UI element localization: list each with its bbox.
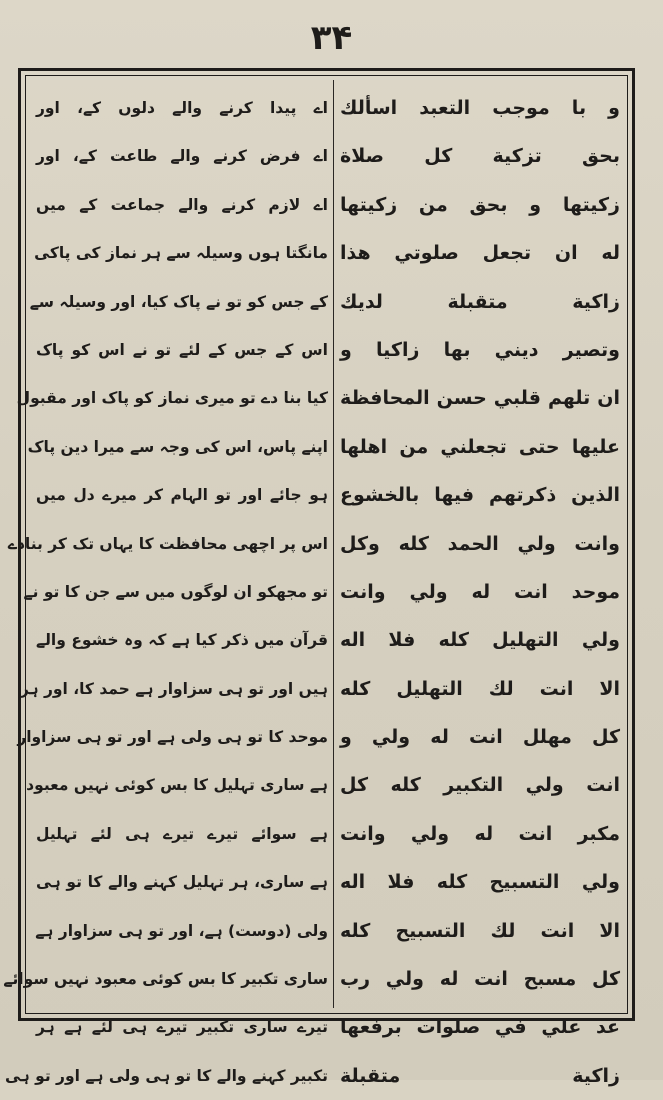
urdu-translation-line: اس پر اچھی محافظت کا یہاں تک کر بنادے xyxy=(7,534,328,553)
urdu-translation-line: کیا بنا دے تو میری نماز کو پاک اور مقبول xyxy=(16,389,328,408)
arabic-text-line: زكيتها و بحق من زكيتها xyxy=(340,193,620,216)
arabic-text-line: و با موجب التعبد اسألك xyxy=(340,97,620,119)
urdu-translation-line: ہیں اور تو ہی سزاوار ہے حمد کا، اور ہر xyxy=(19,679,328,698)
urdu-translation-line: موحد کا تو ہی ولی ہے اور تو ہی سزاوار xyxy=(17,728,328,747)
arabic-text-line: الا انت لك التسبيح كله xyxy=(340,919,620,942)
urdu-translation-line: اس کے جس کے لئے تو نے اس کو پاک xyxy=(36,340,328,359)
arabic-text-line: موحد انت له ولي وانت xyxy=(340,580,620,603)
arabic-text-line: وتصير ديني بها زاكيا و xyxy=(340,338,620,361)
urdu-translation-line: تو مجھکو ان لوگوں میں سے جن کا تو نے xyxy=(23,582,328,601)
arabic-text-line: الذين ذكرتهم فيها بالخشوع xyxy=(340,484,620,507)
arabic-text-line: بحق تزكية كل صلاة xyxy=(340,145,620,168)
arabic-text-line: عد علي في صلوات برفعها xyxy=(340,1016,620,1039)
arabic-text-column xyxy=(340,84,620,1100)
urdu-translation-line: اے لازم کرنے والے جماعت کے میں xyxy=(36,195,328,214)
arabic-text-line: ولي التسبيح كله فلا اله xyxy=(340,871,620,894)
urdu-translation-line: ساری تکبیر کا بس کوئی معبود نہیں سوائے xyxy=(3,970,328,989)
arabic-text-line: عليها حتى تجعلني من اهلها xyxy=(340,435,620,458)
arabic-text-line: كل مسبح انت له ولي رب xyxy=(340,968,620,991)
urdu-translation-line: اے پیدا کرنے والے دلوں کے، اور xyxy=(36,99,328,117)
urdu-translation-line: ولی (دوست) ہے، اور تو ہی سزاوار ہے xyxy=(35,921,328,940)
arabic-text-line: له ان تجعل صلوتي هذا xyxy=(340,242,620,265)
arabic-text-line: مكبر انت له ولي وانت xyxy=(340,822,620,845)
arabic-text-line: زاكية متقبلة لديك xyxy=(340,290,620,313)
urdu-translation-line: اپنے پاس، اس کی وجہ سے میرا دین پاک xyxy=(27,437,328,456)
urdu-translation-line: ہے ساری تہلیل کا بس کوئی نہیں معبود xyxy=(26,776,328,795)
column-divider xyxy=(333,80,334,1008)
arabic-text-line: وانت ولي الحمد كله وكل xyxy=(340,532,620,555)
urdu-translation-line: تیرے ساری تکبیر تیرے ہی لئے ہے ہر xyxy=(36,1018,328,1037)
urdu-translation-line: ہے ساری، ہر تہلیل کہنے والے کا تو ہی xyxy=(36,873,328,892)
arabic-text-line: ان تلهم قلبي حسن المحافظة xyxy=(340,387,620,410)
urdu-translation-line: کے جس کو تو نے پاک کیا، اور وسیلہ سے xyxy=(29,292,328,311)
urdu-translation-line: ہے سوائے تیرے تیرے ہی لئے تہلیل xyxy=(36,824,328,843)
urdu-translation-line: اے فرض کرنے والے طاعت کے، اور xyxy=(36,147,328,166)
arabic-text-line: ولي التهليل كله فلا اله xyxy=(340,629,620,652)
arabic-text-line: زاكية متقبلة xyxy=(340,1064,620,1087)
arabic-text-line: انت ولي التكبير كله كل xyxy=(340,774,620,797)
urdu-translation-line: مانگتا ہوں وسیلہ سے ہر نماز کی پاکی xyxy=(34,244,328,263)
arabic-text-line: الا انت لك التهليل كله xyxy=(340,677,620,700)
arabic-text-line: كل مهلل انت له ولي و xyxy=(340,726,620,749)
page-number: ۳۴ xyxy=(310,18,353,58)
urdu-translation-column xyxy=(3,84,328,1100)
urdu-translation-line: قرآن میں ذکر کیا ہے کہ وہ خشوع والے xyxy=(36,631,328,650)
urdu-translation-line: ہو جائے اور تو الہام کر میرے دل میں xyxy=(36,486,328,505)
urdu-translation-line: تکبیر کہنے والے کا تو ہی ولی ہے اور تو ہی xyxy=(4,1066,328,1085)
